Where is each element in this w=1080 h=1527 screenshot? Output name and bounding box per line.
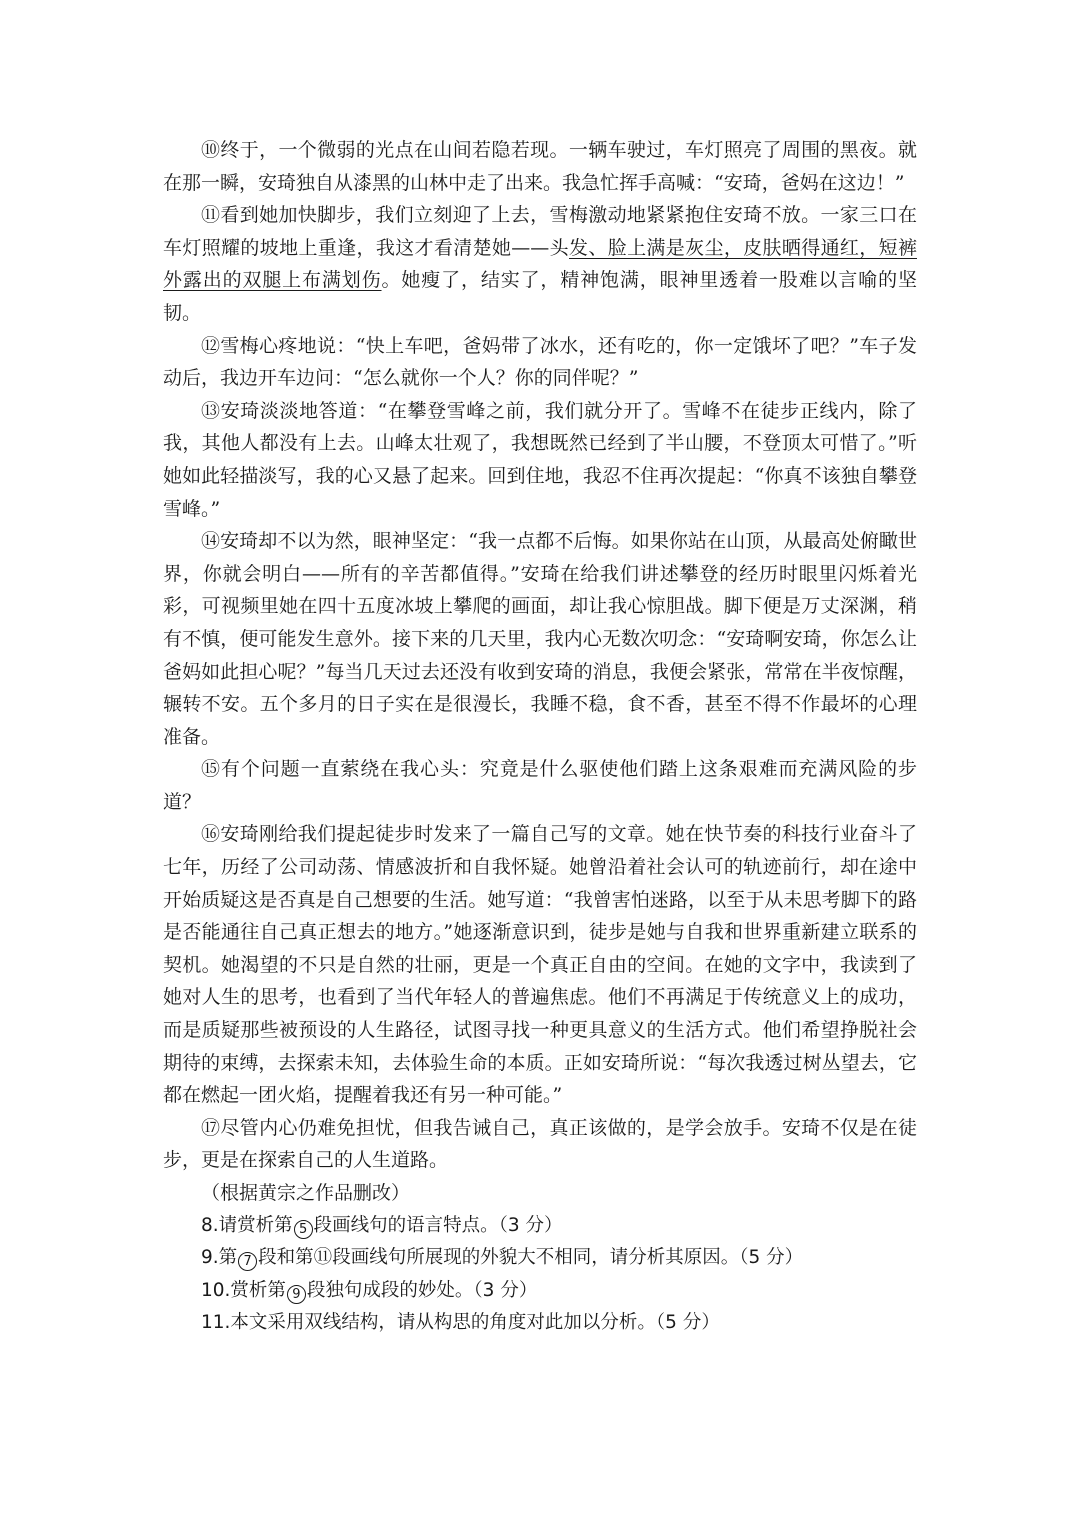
circled-number-11: ⑪ [313,1247,333,1269]
paragraph-10: ⑩终于，一个微弱的光点在山间若隐若现。一辆车驶过，车灯照亮了周围的黑夜。就在那一瞬，安琦独自从漆黑的山林中走了出来。我急忙挥手高喊：“安琦，爸妈在这边！” [163,139,917,194]
circled-number-5: 5 [294,1220,313,1239]
paragraph-11-start: ⑪看到她加快脚步，我们立刻迎了上去，雪梅激动地紧紧抱住安琦不放。一家三口在车灯照耀的坡地上重逢，我这才看清楚她——头 [163,204,917,259]
question-11: 11.本文采用双线结构，请从构思的角度对此加以分析。（5 分） [201,1312,720,1334]
circled-number-7: 7 [238,1252,257,1271]
paragraph-11 [163,199,917,329]
question-8-text-a: 8.请赏析第 [201,1214,293,1236]
article-body [163,134,917,1340]
paragraph-13: ⑬安琦淡淡地答道：“在攀登雪峰之前，我们就分开了。雪峰不在徒步正线内，除了我，其他人都没有上去。山峰太壮观了，我想既然已经到了半山腰，不登顶太可惜了。”听她如此轻描淡写，我的心又悬了起来。回到住地，我忍不住再次提起：“你真不该独自攀登雪峰。” [163,399,917,520]
question-10 [163,1275,917,1308]
paragraph-17: ⑰尽管内心仍难免担忧，但我告诫自己，真正该做的，是学会放手。安琦不仅是在徒步，更是在探索自己的人生道路。 [163,1116,917,1172]
paragraph-15: ⑮有个问题一直萦绕在我心头：究竟是什么驱使他们踏上这条艰难而充满风险的步道？ [163,758,917,813]
paragraph-11-end: 。她瘦了，结实了，精神饱满，眼神里透着一股难以言喻的坚韧。 [163,269,917,324]
paragraph-12: ⑫雪梅心疼地说：“快上车吧，爸妈带了冰水，还有吃的，你一定饿坏了吧？”车子发动后，我边开车边问：“怎么就你一个人？你的同伴呢？” [163,334,917,390]
source-note: （根据黄宗之作品删改） [201,1182,411,1204]
paragraph-16: ⑯安琦刚给我们提起徒步时发来了一篇自己写的文章。她在快节奏的科技行业奋斗了七年，历经了公司动荡、情感波折和自我怀疑。她曾沿着社会认可的轨迹前行，却在途中开始质疑这是否真是自己想要的生活。她写道：“我曾害怕迷路，以至于从未思考脚下的路是否能通往自己真正想去的地方。”她逐渐意识到，徒步是她与自我和世界重新建立联系的契机。她渴望的不只是自然的壮丽，更是一个真正自由的空间。在她的文字中，我读到了她对人生的思考，也看到了当代年轻人的普遍焦虑。他们不再满足于传统意义上的成功，而是质疑那些被预设的人生路径，试图寻找一种更具意义的生活方式。他们希望挣脱社会期待的束缚，去探索未知，去体验生命的本质。正如安琦所说：“每次我透过树丛望去，它都在燃起一团火焰，提醒着我还有另一种可能。” [163,823,917,1107]
question-8-text-b: 段画线句的语言特点。（3 分） [313,1214,563,1236]
question-9-text-c: 段画线句所展现的外貌大不相同，请分析其原因。（5 分） [332,1247,804,1269]
question-10-text-a: 10.赏析第 [201,1279,286,1301]
circled-number-9: 9 [287,1285,306,1304]
question-10-text-b: 段独句成段的妙处。（3 分） [306,1279,538,1301]
question-9-text-b: 段和第 [258,1247,314,1269]
question-9 [163,1242,917,1275]
question-9-text-a: 9.第 [201,1247,238,1269]
question-8 [163,1210,917,1243]
underlined-sentence: 发、脸上满是灰尘，皮肤晒得通红，短裤外露出的双腿上布满划伤 [163,236,917,292]
paragraph-14: ⑭安琦却不以为然，眼神坚定：“我一点都不后悔。如果你站在山顶，从最高处俯瞰世界，你就会明白——所有的辛苦都值得。”安琦在给我们讲述攀登的经历时眼里闪烁着光彩，可视频里她在四十五度冰坡上攀爬的画面，却让我心惊胆战。脚下便是万丈深渊，稍有不慎，便可能发生意外。接下来的几天里，我内心无数次叨念：“安琦啊安琦，你怎么让爸妈如此担心呢？”每当几天过去还没有收到安琦的消息，我便会紧张，常常在半夜惊醒，辗转不安。五个多月的日子实在是很漫长，我睡不稳，食不香，甚至不得不作最坏的心理准备。 [163,530,917,748]
